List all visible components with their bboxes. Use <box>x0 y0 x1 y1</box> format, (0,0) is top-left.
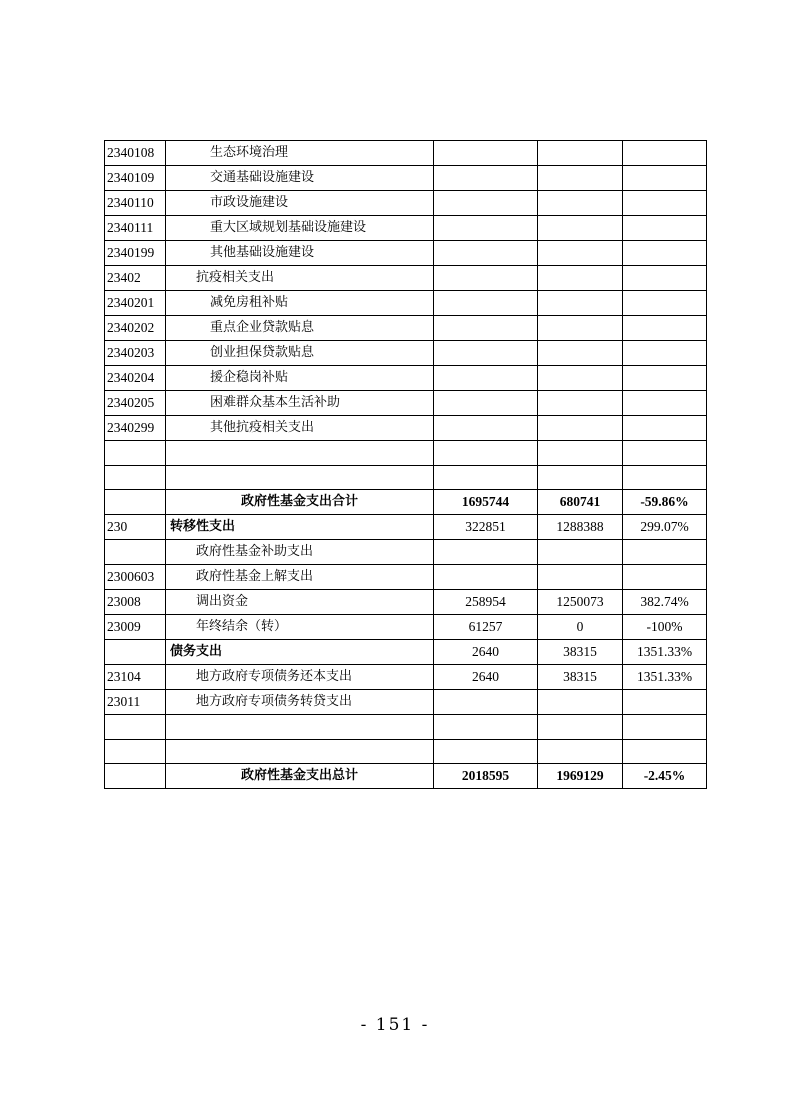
subject-code-cell: 2340199 <box>105 241 166 266</box>
subject-code-cell: 2340299 <box>105 416 166 441</box>
value-2-cell <box>538 291 623 316</box>
change-percent-cell <box>623 715 707 740</box>
value-2-cell <box>538 191 623 216</box>
value-1-cell <box>434 166 538 191</box>
value-1-cell: 322851 <box>434 515 538 540</box>
subject-name-cell: 重点企业贷款贴息 <box>166 316 434 341</box>
subject-name-cell: 创业担保贷款贴息 <box>166 341 434 366</box>
subject-name-cell: 债务支出 <box>166 640 434 665</box>
subject-code-cell: 2340204 <box>105 366 166 391</box>
table-row <box>105 391 707 416</box>
subject-name-cell: 援企稳岗补贴 <box>166 366 434 391</box>
change-percent-cell <box>623 291 707 316</box>
subject-code-cell: 2340201 <box>105 291 166 316</box>
table-row <box>105 640 707 665</box>
subject-name-cell: 政府性基金支出合计 <box>166 490 434 515</box>
table-row <box>105 316 707 341</box>
table-row <box>105 515 707 540</box>
table-row <box>105 739 707 764</box>
change-percent-cell <box>623 316 707 341</box>
value-2-cell: 38315 <box>538 665 623 690</box>
value-1-cell <box>434 266 538 291</box>
subject-code-cell: 230 <box>105 515 166 540</box>
value-2-cell <box>538 216 623 241</box>
subject-name-cell: 市政设施建设 <box>166 191 434 216</box>
subject-name-cell <box>166 715 434 740</box>
subject-name-cell: 交通基础设施建设 <box>166 166 434 191</box>
change-percent-cell <box>623 366 707 391</box>
subject-code-cell: 23402 <box>105 266 166 291</box>
subject-name-cell: 调出资金 <box>166 590 434 615</box>
change-percent-cell <box>623 416 707 441</box>
subject-code-cell <box>105 441 166 466</box>
value-2-cell <box>538 241 623 266</box>
table-row <box>105 540 707 565</box>
subject-code-cell: 23009 <box>105 615 166 640</box>
value-2-cell <box>538 739 623 764</box>
subject-code-cell: 23011 <box>105 690 166 715</box>
subject-code-cell <box>105 640 166 665</box>
value-1-cell <box>434 416 538 441</box>
subject-name-cell: 地方政府专项债务转贷支出 <box>166 690 434 715</box>
value-2-cell <box>538 540 623 565</box>
table-row <box>105 141 707 166</box>
subject-code-cell <box>105 465 166 490</box>
subject-code-cell: 2340111 <box>105 216 166 241</box>
value-1-cell: 61257 <box>434 615 538 640</box>
value-1-cell <box>434 441 538 466</box>
subject-name-cell: 生态环境治理 <box>166 141 434 166</box>
value-1-cell <box>434 191 538 216</box>
change-percent-cell <box>623 266 707 291</box>
value-1-cell: 1695744 <box>434 490 538 515</box>
subject-name-cell: 政府性基金支出总计 <box>166 764 434 789</box>
subject-code-cell: 2340109 <box>105 166 166 191</box>
subject-code-cell <box>105 764 166 789</box>
change-percent-cell <box>623 540 707 565</box>
table-row <box>105 764 707 789</box>
table-row <box>105 715 707 740</box>
value-1-cell <box>434 316 538 341</box>
subject-code-cell <box>105 490 166 515</box>
subject-name-cell: 政府性基金上解支出 <box>166 565 434 590</box>
value-2-cell <box>538 316 623 341</box>
change-percent-cell <box>623 441 707 466</box>
change-percent-cell: -100% <box>623 615 707 640</box>
subject-name-cell <box>166 441 434 466</box>
change-percent-cell: 1351.33% <box>623 640 707 665</box>
table-row <box>105 291 707 316</box>
subject-name-cell <box>166 465 434 490</box>
page-number: - 151 - <box>360 1015 430 1035</box>
subject-code-cell: 2340203 <box>105 341 166 366</box>
value-1-cell: 2640 <box>434 665 538 690</box>
expenditure-table <box>104 140 707 789</box>
value-2-cell <box>538 565 623 590</box>
subject-code-cell: 2340108 <box>105 141 166 166</box>
value-1-cell <box>434 690 538 715</box>
value-2-cell <box>538 166 623 191</box>
value-1-cell: 258954 <box>434 590 538 615</box>
subject-code-cell <box>105 715 166 740</box>
subject-name-cell: 政府性基金补助支出 <box>166 540 434 565</box>
subject-name-cell: 其他基础设施建设 <box>166 241 434 266</box>
value-2-cell <box>538 416 623 441</box>
change-percent-cell: -59.86% <box>623 490 707 515</box>
value-2-cell: 1969129 <box>538 764 623 789</box>
change-percent-cell <box>623 241 707 266</box>
value-2-cell <box>538 690 623 715</box>
subject-name-cell: 抗疫相关支出 <box>166 266 434 291</box>
subject-name-cell: 减免房租补贴 <box>166 291 434 316</box>
change-percent-cell <box>623 690 707 715</box>
table-row <box>105 216 707 241</box>
value-2-cell <box>538 715 623 740</box>
change-percent-cell: -2.45% <box>623 764 707 789</box>
value-1-cell <box>434 291 538 316</box>
subject-code-cell: 2340205 <box>105 391 166 416</box>
change-percent-cell <box>623 739 707 764</box>
change-percent-cell <box>623 191 707 216</box>
value-1-cell <box>434 715 538 740</box>
value-1-cell: 2018595 <box>434 764 538 789</box>
subject-name-cell: 其他抗疫相关支出 <box>166 416 434 441</box>
subject-code-cell: 2300603 <box>105 565 166 590</box>
table-row <box>105 590 707 615</box>
table-row <box>105 416 707 441</box>
value-2-cell: 680741 <box>538 490 623 515</box>
subject-name-cell <box>166 739 434 764</box>
table-row <box>105 366 707 391</box>
value-2-cell <box>538 266 623 291</box>
value-2-cell <box>538 341 623 366</box>
value-2-cell <box>538 366 623 391</box>
table-row <box>105 615 707 640</box>
value-1-cell <box>434 241 538 266</box>
value-2-cell: 0 <box>538 615 623 640</box>
value-1-cell <box>434 739 538 764</box>
value-1-cell <box>434 141 538 166</box>
change-percent-cell: 299.07% <box>623 515 707 540</box>
table-row <box>105 266 707 291</box>
table-row <box>105 341 707 366</box>
value-1-cell <box>434 366 538 391</box>
subject-code-cell: 23104 <box>105 665 166 690</box>
value-1-cell <box>434 540 538 565</box>
value-1-cell <box>434 465 538 490</box>
value-2-cell <box>538 141 623 166</box>
table-row <box>105 241 707 266</box>
subject-name-cell: 地方政府专项债务还本支出 <box>166 665 434 690</box>
table-row <box>105 565 707 590</box>
table-row <box>105 690 707 715</box>
change-percent-cell <box>623 141 707 166</box>
change-percent-cell <box>623 216 707 241</box>
change-percent-cell: 382.74% <box>623 590 707 615</box>
value-1-cell <box>434 391 538 416</box>
table-row <box>105 166 707 191</box>
subject-name-cell: 年终结余（转） <box>166 615 434 640</box>
subject-code-cell: 2340202 <box>105 316 166 341</box>
value-2-cell <box>538 465 623 490</box>
subject-code-cell: 23008 <box>105 590 166 615</box>
change-percent-cell <box>623 391 707 416</box>
subject-code-cell <box>105 540 166 565</box>
value-2-cell <box>538 391 623 416</box>
subject-code-cell: 2340110 <box>105 191 166 216</box>
subject-name-cell: 重大区域规划基础设施建设 <box>166 216 434 241</box>
table-row <box>105 441 707 466</box>
subject-name-cell: 转移性支出 <box>166 515 434 540</box>
change-percent-cell <box>623 341 707 366</box>
subject-name-cell: 困难群众基本生活补助 <box>166 391 434 416</box>
value-2-cell: 1250073 <box>538 590 623 615</box>
value-1-cell: 2640 <box>434 640 538 665</box>
value-1-cell <box>434 565 538 590</box>
change-percent-cell <box>623 465 707 490</box>
table-row <box>105 490 707 515</box>
value-2-cell: 38315 <box>538 640 623 665</box>
value-2-cell: 1288388 <box>538 515 623 540</box>
change-percent-cell: 1351.33% <box>623 665 707 690</box>
table-row <box>105 191 707 216</box>
change-percent-cell <box>623 565 707 590</box>
value-1-cell <box>434 216 538 241</box>
value-2-cell <box>538 441 623 466</box>
table-row <box>105 665 707 690</box>
expenditure-table-body <box>105 141 707 789</box>
subject-code-cell <box>105 739 166 764</box>
change-percent-cell <box>623 166 707 191</box>
value-1-cell <box>434 341 538 366</box>
table-row <box>105 465 707 490</box>
